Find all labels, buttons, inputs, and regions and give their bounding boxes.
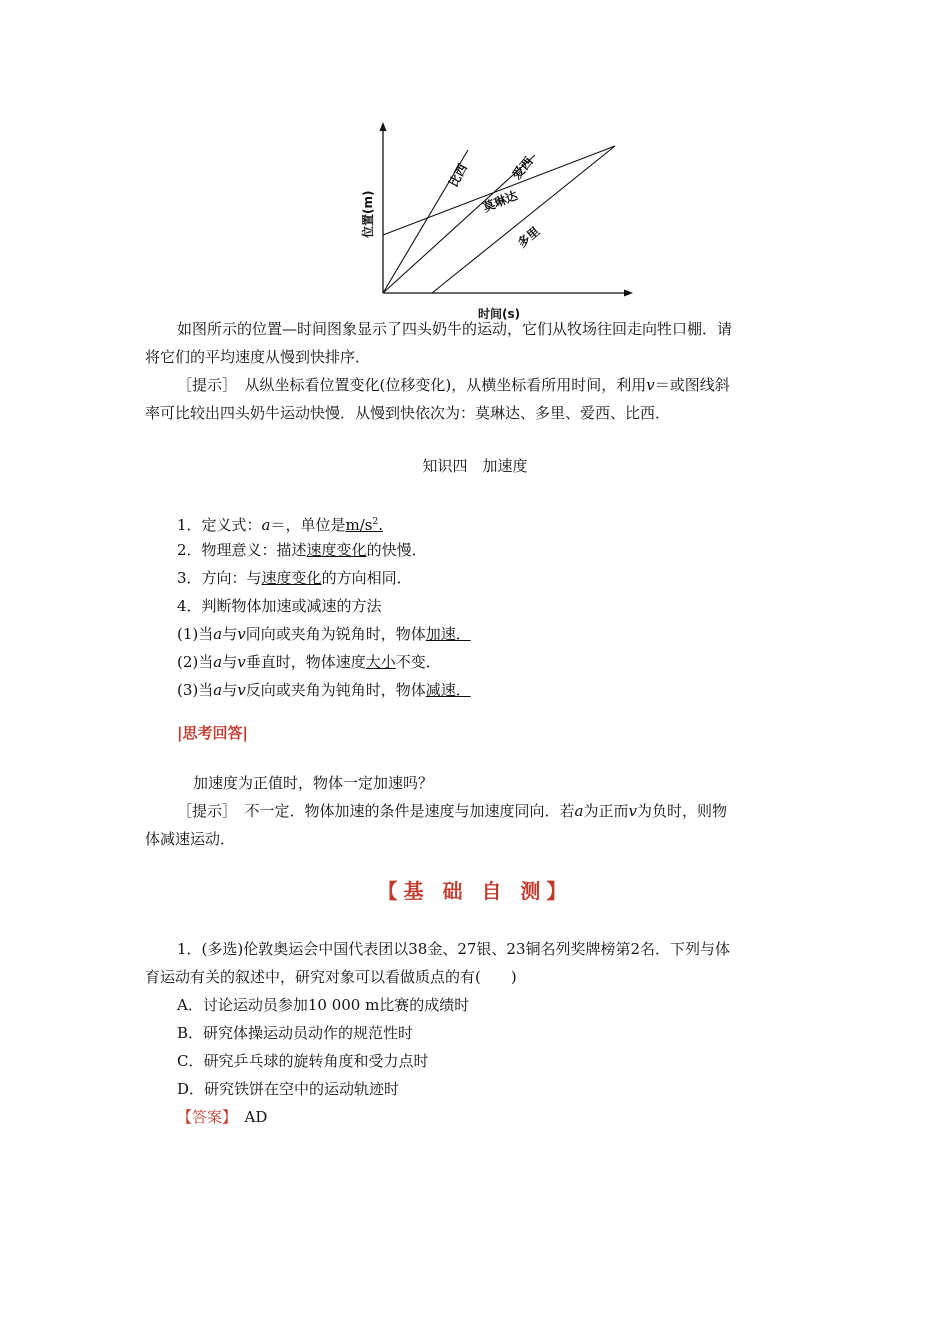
sub-item-2-mid2: 垂直时，物体速度	[245, 653, 366, 671]
hint-1-tag: ［提示］	[177, 376, 230, 394]
hint-2-a: a	[574, 802, 584, 820]
item-1-end: .	[378, 516, 384, 534]
q1-option-c: C．研究乒乓球的旋转角度和受力点时	[177, 1052, 429, 1070]
sub-item-3-mid1: 与	[222, 681, 238, 699]
q1-option-d: D．研究铁饼在空中的运动轨迹时	[177, 1080, 400, 1098]
hint-2-line-2: 体减速运动．	[145, 830, 236, 848]
hint-2-line-1	[177, 797, 727, 825]
cow-label-bixi: 比西	[446, 161, 470, 190]
sub-item-2	[177, 648, 441, 676]
item-1-unit	[346, 516, 384, 534]
cow-label-aixi: 爱西	[509, 154, 536, 182]
cow-label-molinda: 莫琳达	[480, 188, 520, 215]
hint-2-text-c: 为负时，则物	[636, 802, 727, 820]
y-axis-arrow	[380, 122, 387, 131]
hint-2-text-a: 不一定．物体加速的条件是速度与加速度同向．若	[229, 802, 575, 820]
sub-item-2-prefix: (2)当	[177, 653, 214, 671]
item-2-end: 的快慢．	[366, 541, 427, 559]
item-1-unit-sup: 2	[372, 517, 379, 527]
q1-option-b: B．研究体操运动员动作的规范性时	[177, 1024, 414, 1042]
intro-line-2: 将它们的平均速度从慢到快排序．	[145, 348, 371, 366]
item-1-a: a	[261, 516, 271, 534]
hint-1-text-b: ＝或图线斜	[654, 376, 730, 394]
sub-item-2-mid1: 与	[222, 653, 238, 671]
sub-item-3-mid2: 反向或夹角为钝角时，物体	[245, 681, 426, 699]
item-1	[177, 508, 383, 539]
cow-label-duoli: 多里	[514, 224, 543, 251]
sub-item-3-v: v	[237, 681, 246, 699]
basic-self-test-banner: 【基 础 自 测】	[377, 879, 573, 903]
hint-1-line-1	[177, 371, 730, 399]
item-3-end: 的方向相同．	[321, 569, 412, 587]
item-1-mid: ＝，单位是	[270, 516, 346, 534]
sub-item-1	[177, 620, 471, 648]
sub-item-1-mid1: 与	[222, 625, 238, 643]
item-3	[177, 564, 412, 592]
sub-item-2-a: a	[213, 653, 223, 671]
line-molinda	[383, 146, 615, 235]
hint-1-v: v	[646, 376, 655, 394]
sub-item-1-underlined: 加速．	[425, 625, 471, 643]
q1-line-2: 育运动有关的叙述中，研究对象可以看做质点的有( )	[145, 968, 517, 986]
sub-item-1-a: a	[213, 625, 223, 643]
sub-item-2-underlined: 大小	[365, 653, 396, 671]
item-4: 4．判断物体加速或减速的方法	[177, 597, 382, 615]
sub-item-3-a: a	[213, 681, 223, 699]
intro-line-1: 如图所示的位置—时间图象显示了四头奶牛的运动，它们从牧场往回走向牲口棚．请	[177, 320, 733, 338]
item-2-prefix: 2．物理意义：描述	[177, 541, 307, 559]
y-axis-label: 位置(m)	[361, 190, 375, 238]
graph-svg	[350, 120, 640, 325]
sub-item-1-prefix: (1)当	[177, 625, 214, 643]
q1-answer	[177, 1103, 267, 1131]
q1-line-1: 1．(多选)伦敦奥运会中国代表团以38金、27银、23铜名列奖牌榜第2名．下列与体	[177, 940, 731, 958]
question-text: 加速度为正值时，物体一定加速吗？	[193, 774, 434, 792]
sub-item-1-mid2: 同向或夹角为锐角时，物体	[245, 625, 426, 643]
item-3-prefix: 3．方向：与	[177, 569, 262, 587]
sub-item-2-end: 不变．	[395, 653, 441, 671]
position-time-graph	[350, 120, 640, 325]
q1-option-a: A．讨论运动员参加10 000 m比赛的成绩时	[177, 996, 470, 1014]
hint-2-v: v	[628, 802, 637, 820]
item-2	[177, 536, 427, 564]
item-3-underlined: 速度变化	[261, 569, 322, 587]
hint-1-line-2: 率可比较出四头奶牛运动快慢．从慢到快依次为：莫琳达、多里、爱西、比西．	[145, 404, 671, 422]
hint-2-text-b: 为正而	[583, 802, 629, 820]
q1-answer-value: AD	[229, 1108, 268, 1126]
item-1-prefix: 1．定义式：	[177, 516, 262, 534]
section-title: 知识四 加速度	[422, 457, 528, 475]
sub-item-3	[177, 676, 471, 704]
sub-item-3-prefix: (3)当	[177, 681, 214, 699]
sub-item-1-v: v	[237, 625, 246, 643]
sub-item-2-v: v	[237, 653, 246, 671]
x-axis-label: 时间(s)	[478, 307, 521, 321]
sub-item-3-underlined: 减速．	[425, 681, 471, 699]
item-1-unit-text: m/s	[345, 516, 373, 534]
hint-2-tag: ［提示］	[177, 802, 230, 820]
x-axis-arrow	[624, 290, 633, 297]
think-answer-tag: |思考回答|	[177, 724, 248, 742]
item-2-underlined: 速度变化	[306, 541, 367, 559]
hint-1-text-a: 从纵坐标看位置变化(位移变化)，从横坐标看所用时间，利用	[229, 376, 647, 394]
q1-answer-tag: 【答案】	[177, 1108, 230, 1126]
